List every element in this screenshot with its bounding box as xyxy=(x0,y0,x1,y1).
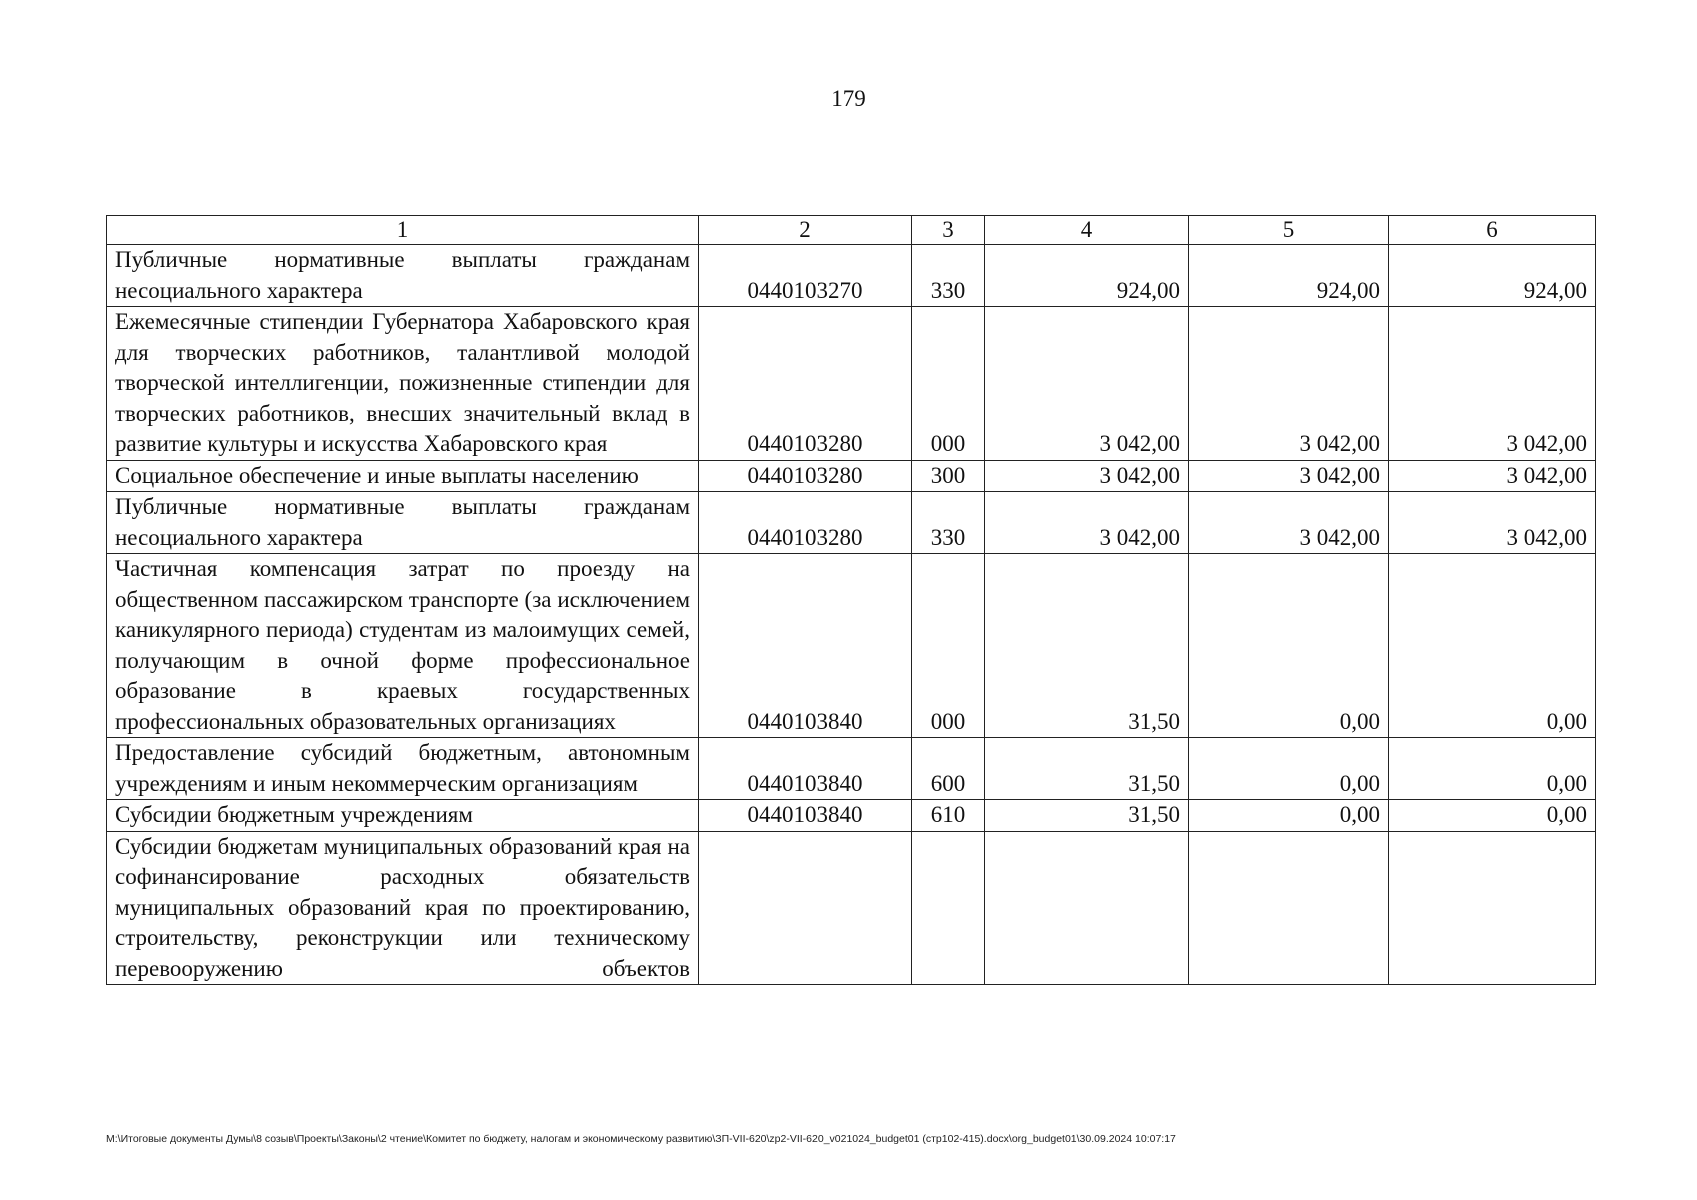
row-code: 0440103840 xyxy=(699,800,912,832)
table-row xyxy=(107,307,1596,461)
column-header: 5 xyxy=(1189,216,1389,245)
row-value-2: 3 042,00 xyxy=(1189,492,1389,554)
row-code: 0440103280 xyxy=(699,307,912,461)
row-value-1: 924,00 xyxy=(985,245,1189,307)
row-code: 0440103280 xyxy=(699,492,912,554)
row-name: Ежемесячные стипендии Губернатора Хабаровского края для творческих работников, талантливой молодой творческой интеллигенции, пожизненные стипендии для творческих работников, внесших значительный вклад в развитие культуры и искусства Хабаровского края xyxy=(107,307,699,461)
row-type: 300 xyxy=(912,460,985,492)
row-type: 000 xyxy=(912,307,985,461)
row-value-1: 3 042,00 xyxy=(985,460,1189,492)
table-row xyxy=(107,460,1596,492)
row-type: 330 xyxy=(912,492,985,554)
row-value-3: 3 042,00 xyxy=(1389,492,1596,554)
row-value-3: 924,00 xyxy=(1389,245,1596,307)
row-type: 600 xyxy=(912,738,985,800)
footer-file-path: M:\Итоговые документы Думы\8 созыв\Проекты\Законы\2 чтение\Комитет по бюджету, налогам и экономическому развитию\ЗП-VII-620\zp2-VII-620_v021024_budget01 (стр102-415).docx\org_budget01\30.09.2024 10:07:17 xyxy=(106,1133,1176,1145)
row-value-1: 3 042,00 xyxy=(985,492,1189,554)
row-value-1: 3 042,00 xyxy=(985,307,1189,461)
table-row xyxy=(107,831,1596,985)
row-value-1: 31,50 xyxy=(985,554,1189,738)
table-row xyxy=(107,738,1596,800)
row-name: Публичные нормативные выплаты гражданам несоциального характера xyxy=(107,492,699,554)
budget-table xyxy=(106,215,1596,985)
row-value-2: 0,00 xyxy=(1189,800,1389,832)
row-name: Субсидии бюджетам муниципальных образований края на софинансирование расходных обязательств муниципальных образований края по проектированию, строительству, реконструкции или техническому перевооружению объектов xyxy=(107,831,699,985)
row-value-2: 924,00 xyxy=(1189,245,1389,307)
row-value-2: 0,00 xyxy=(1189,554,1389,738)
column-header: 6 xyxy=(1389,216,1596,245)
row-value-2: 3 042,00 xyxy=(1189,460,1389,492)
row-code: 0440103280 xyxy=(699,460,912,492)
table-row xyxy=(107,554,1596,738)
row-code: 0440103840 xyxy=(699,554,912,738)
row-type: 610 xyxy=(912,800,985,832)
row-name: Публичные нормативные выплаты гражданам несоциального характера xyxy=(107,245,699,307)
row-value-2: 0,00 xyxy=(1189,738,1389,800)
table-header-row xyxy=(107,216,1596,245)
row-code: 0440103840 xyxy=(699,738,912,800)
row-value-3: 3 042,00 xyxy=(1389,307,1596,461)
row-value-3: 0,00 xyxy=(1389,738,1596,800)
column-header: 2 xyxy=(699,216,912,245)
row-value-2: 3 042,00 xyxy=(1189,307,1389,461)
row-type: 000 xyxy=(912,554,985,738)
row-name: Социальное обеспечение и иные выплаты населению xyxy=(107,460,699,492)
column-header: 3 xyxy=(912,216,985,245)
column-header: 1 xyxy=(107,216,699,245)
row-value-3: 3 042,00 xyxy=(1389,460,1596,492)
row-code: 0440103270 xyxy=(699,245,912,307)
row-value-1 xyxy=(985,831,1189,985)
row-type: 330 xyxy=(912,245,985,307)
row-type xyxy=(912,831,985,985)
row-value-3: 0,00 xyxy=(1389,800,1596,832)
row-value-2 xyxy=(1189,831,1389,985)
row-name: Предоставление субсидий бюджетным, автономным учреждениям и иным некоммерческим организациям xyxy=(107,738,699,800)
row-value-3 xyxy=(1389,831,1596,985)
row-name: Частичная компенсация затрат по проезду на общественном пассажирском транспорте (за исключением каникулярного периода) студентам из малоимущих семей, получающим в очной форме профессиональное образование в краевых государственных профессиональных образовательных организациях xyxy=(107,554,699,738)
row-value-1: 31,50 xyxy=(985,738,1189,800)
row-name: Субсидии бюджетным учреждениям xyxy=(107,800,699,832)
row-code xyxy=(699,831,912,985)
table-row xyxy=(107,492,1596,554)
table-row xyxy=(107,800,1596,832)
table-row xyxy=(107,245,1596,307)
column-header: 4 xyxy=(985,216,1189,245)
row-value-3: 0,00 xyxy=(1389,554,1596,738)
row-value-1: 31,50 xyxy=(985,800,1189,832)
page-number: 179 xyxy=(831,86,866,111)
